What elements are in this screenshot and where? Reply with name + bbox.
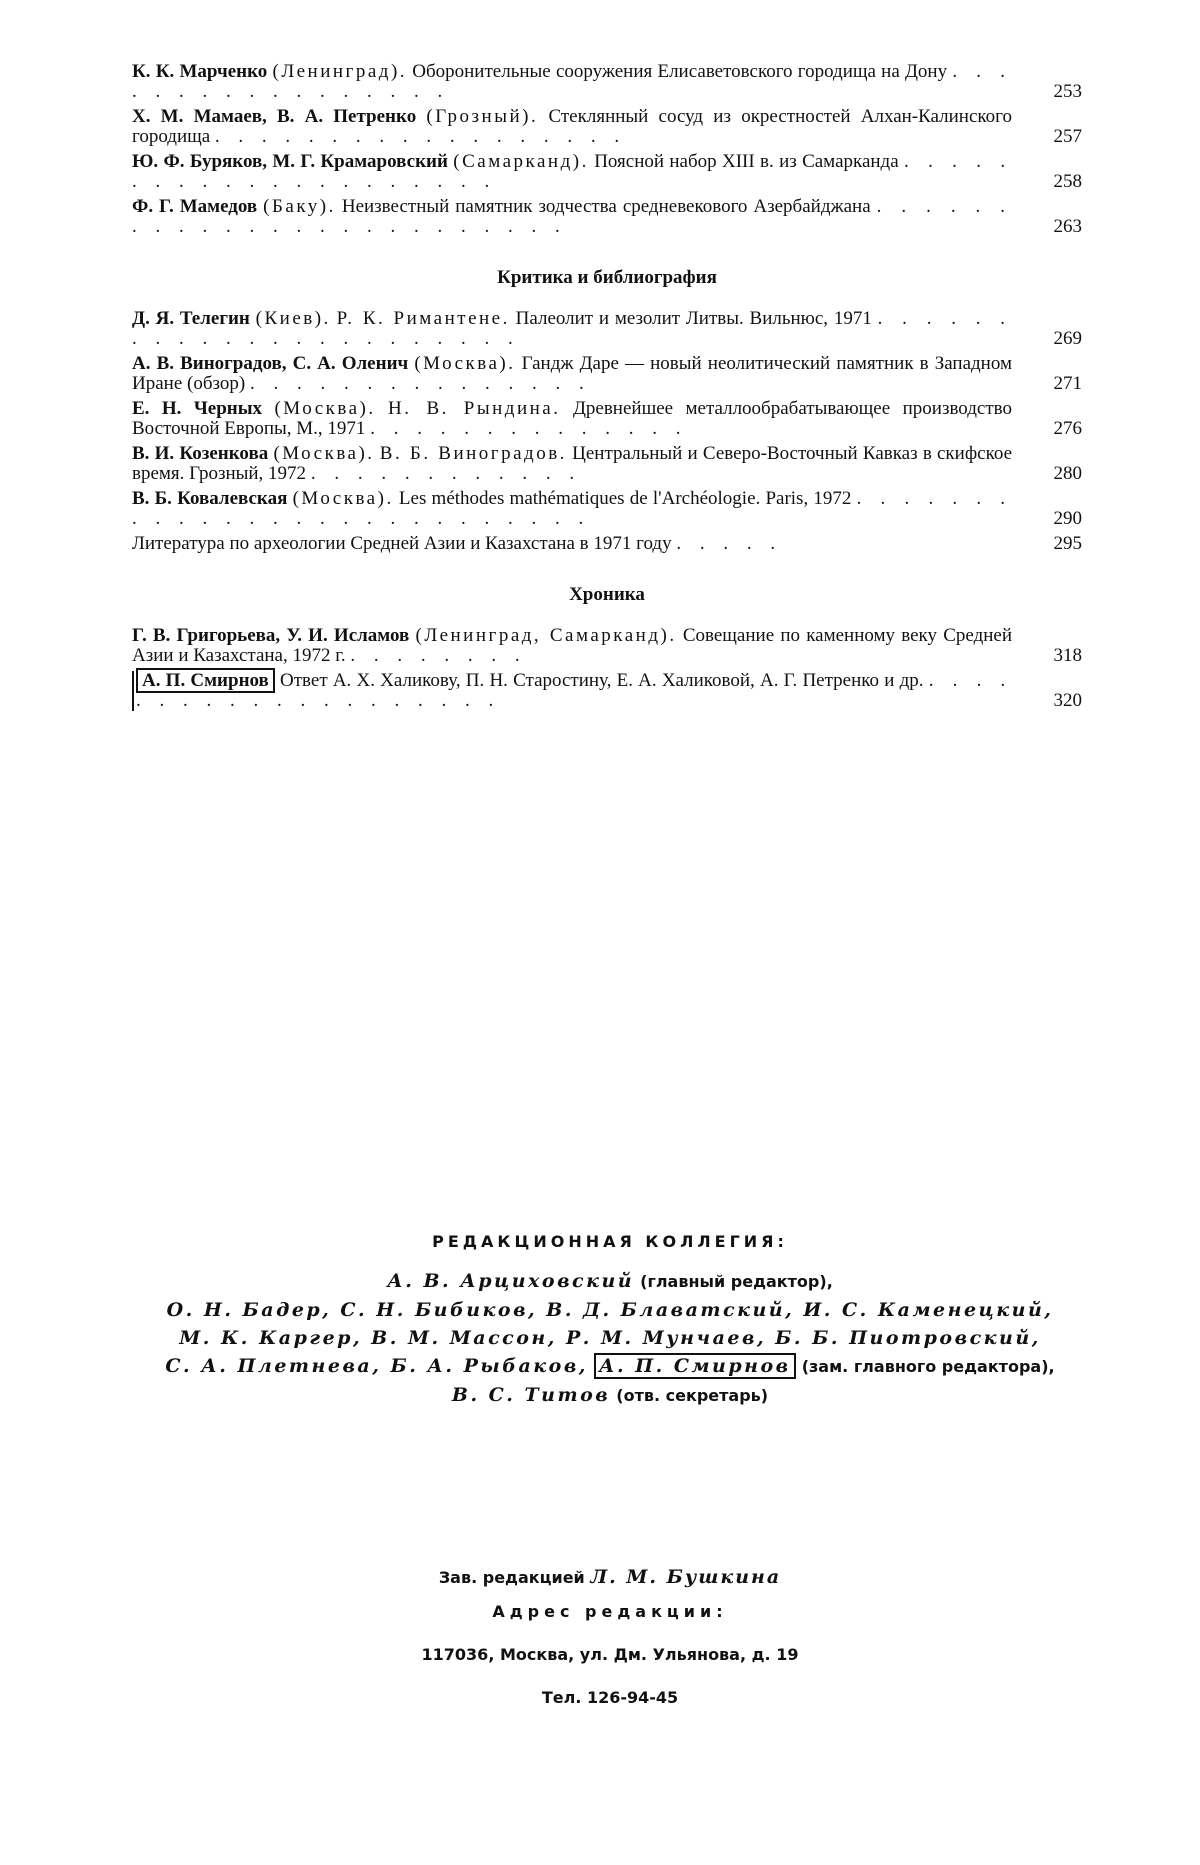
entry-title: Литература по археологии Средней Азии и Казахстана в 1971 году [132,533,672,554]
secretary: В. С. Титов [451,1384,611,1406]
editorial-board [110,1232,1110,1412]
chief-editor: А. В. Арциховский [387,1270,635,1292]
address: 117036, Москва, ул. Дм. Ульянова, д. 19 [421,1645,799,1664]
entry-cited-author: Н. В. Рындина. [388,398,561,419]
toc-entry: К. К. Марченко (Ленинград). Оборонительные сооружения Елисаветовского городища на Дону . . . . . . . . . . . . . . . . . 253 [132,61,1082,102]
entry-title: Оборонительные сооружения Елисаветовского городища на Дону [412,61,948,82]
entry-page: 253 [1053,81,1082,102]
toc-entry: Литература по археологии Средней Азии и Казахстана в 1971 году . . . . . 295 [132,533,1082,554]
entry-title: Совещание по каменному веку Средней Азии и Казахстана, 1972 г. [132,625,1013,666]
entry-page: 263 [1053,216,1082,237]
entry-page: 290 [1053,508,1082,529]
toc-entry: Х. М. Мамаев, В. А. Петренко (Грозный). Стеклянный сосуд из окрестностей Алхан-Калинского городища . . . . . . . . . . . . . . . . . . 257 [132,106,1082,147]
entry-place: (Киев). [255,308,331,329]
entry-title: Гандж Даре — новый неолитический памятник в Западном Иране (обзор) [132,353,1013,394]
board-members-line: С. А. Плетнева, Б. А. Рыбаков, [165,1355,588,1377]
toc-entry: В. И. Козенкова (Москва). В. Б. Виноградов. Центральный и Северо-Восточный Кавказ в скифское время. Грозный, 1972 . . . . . . . . . . . . 280 [132,443,1082,484]
entry-place: (Грозный). [426,106,539,127]
entry-author: Д. Я. Телегин [132,308,250,329]
entry-author: Ф. Г. Мамедов [132,196,258,217]
entry-page: 269 [1053,328,1082,349]
entry-page: 295 [1053,533,1082,554]
board-heading: РЕДАКЦИОННАЯ КОЛЛЕГИЯ: [432,1232,788,1251]
entry-title: Les méthodes mathématiques de l'Archéologie. Paris, 1972 [398,488,852,509]
entry-place: (Москва). [273,443,375,464]
editorial-office [110,1566,1110,1721]
entry-author: В. И. Козенкова [132,443,269,464]
entry-place: (Самарканд). [453,151,589,172]
entry-place: (Ленинград, Самарканд). [415,625,677,646]
entry-author: А. В. Виноградов, С. А. Оленич [132,353,409,374]
entry-place: (Баку). [263,196,336,217]
entry-author: Г. В. Григорьева, У. И. Исламов [132,625,410,646]
toc-entry: Г. В. Григорьева, У. И. Исламов (Ленинград, Самарканд). Совещание по каменному веку Средней Азии и Казахстана, 1972 г. . . . . . . . . 318 [132,625,1082,666]
toc-entry: Е. Н. Черных (Москва). Н. В. Рындина. Древнейшее металлообрабатывающее производство Восточной Европы, М., 1971 . . . . . . . . . . . . . . 276 [132,398,1082,439]
toc-entry: Ф. Г. Мамедов (Баку). Неизвестный памятник зодчества средневекового Азербайджана . . . . . . . . . . . . . . . . . . . . . . . . . 263 [132,196,1082,237]
entry-author: Е. Н. Черных [132,398,263,419]
entry-page: 257 [1053,126,1082,147]
entry-author: К. К. Марченко [132,61,268,82]
entry-page: 320 [1053,690,1082,711]
entry-title: Древнейшее металлообрабатывающее производство Восточной Европы, М., 1971 [132,398,1012,439]
toc-entry: А. П. Смирнов Ответ А. Х. Халикову, П. Н. Старостину, Е. А. Халиковой, А. Г. Петренко и др. . . . . . . . . . . . . . . . . . . . . 320 [132,671,1082,711]
secretary-role: (отв. секретарь) [616,1386,769,1405]
section-heading-critique: Критика и библиография [497,267,717,288]
toc-entry: Ю. Ф. Буряков, М. Г. Крамаровский (Самарканд). Поясной набор XIII в. из Самарканда . . . . . . . . . . . . . . . . . . . . . 258 [132,151,1082,192]
entry-title: Центральный и Северо-Восточный Кавказ в скифское время. Грозный, 1972 [132,443,1013,484]
entry-title: Поясной набор XIII в. из Самарканда [594,151,899,172]
entry-title: Стеклянный сосуд из окрестностей Алхан-Калинского городища [132,106,1012,147]
entry-author: Х. М. Мамаев, В. А. Петренко [132,106,417,127]
entry-author-boxed: А. П. Смирнов [136,668,275,693]
chief-editor-role: (главный редактор), [640,1272,833,1291]
toc-entry: А. В. Виноградов, С. А. Оленич (Москва). Гандж Даре — новый неолитический памятник в Западном Иране (обзор) . . . . . . . . . . . . . . . 271 [132,353,1082,394]
board-members-line: М. К. Каргер, В. М. Массон, Р. М. Мунчаев, Б. Б. Пиотровский, [179,1327,1041,1349]
phone: Тел. 126-94-45 [541,1688,679,1707]
manager-label: Зав. редакцией [438,1568,585,1587]
entry-cited-author: Р. К. Римантене. [336,308,510,329]
entry-page: 276 [1053,418,1082,439]
entry-place: (Москва). [414,353,516,374]
entry-cited-author: В. Б. Виноградов. [379,443,567,464]
entry-title: Неизвестный памятник зодчества средневекового Азербайджана [341,196,871,217]
deputy-editor-role: (зам. главного редактора), [801,1357,1055,1376]
toc-entry: В. Б. Ковалевская (Москва). Les méthodes mathématiques de l'Archéologie. Paris, 1972 . . . . . . . . . . . . . . . . . . . . . . . . . . . 290 [132,488,1082,529]
entry-place: (Ленинград). [272,61,408,82]
table-of-contents [132,62,1082,716]
section-heading-chronicle: Хроника [569,584,645,605]
toc-entry: Д. Я. Телегин (Киев). Р. К. Римантене. Палеолит и мезолит Литвы. Вильнюс, 1971 . . . . . . . . . . . . . . . . . . . . . . . 269 [132,308,1082,349]
entry-page: 280 [1053,463,1082,484]
entry-page: 318 [1053,645,1082,666]
address-label: Адрес редакции: [492,1602,728,1621]
entry-title: Палеолит и мезолит Литвы. Вильнюс, 1971 [515,308,872,329]
entry-place: (Москва). [274,398,376,419]
entry-title: Ответ А. Х. Халикову, П. Н. Старостину, Е. А. Халиковой, А. Г. Петренко и др. [280,670,924,691]
deputy-editor: А. П. Смирнов [594,1353,796,1379]
entry-author: Ю. Ф. Буряков, М. Г. Крамаровский [132,151,448,172]
entry-page: 271 [1053,373,1082,394]
entry-page: 258 [1053,171,1082,192]
entry-author: В. Б. Ковалевская [132,488,288,509]
board-members-line: О. Н. Бадер, С. Н. Бибиков, В. Д. Блаватский, И. С. Каменецкий, [166,1299,1054,1321]
entry-place: (Москва). [292,488,394,509]
manager-name: Л. М. Бушкина [590,1566,782,1588]
